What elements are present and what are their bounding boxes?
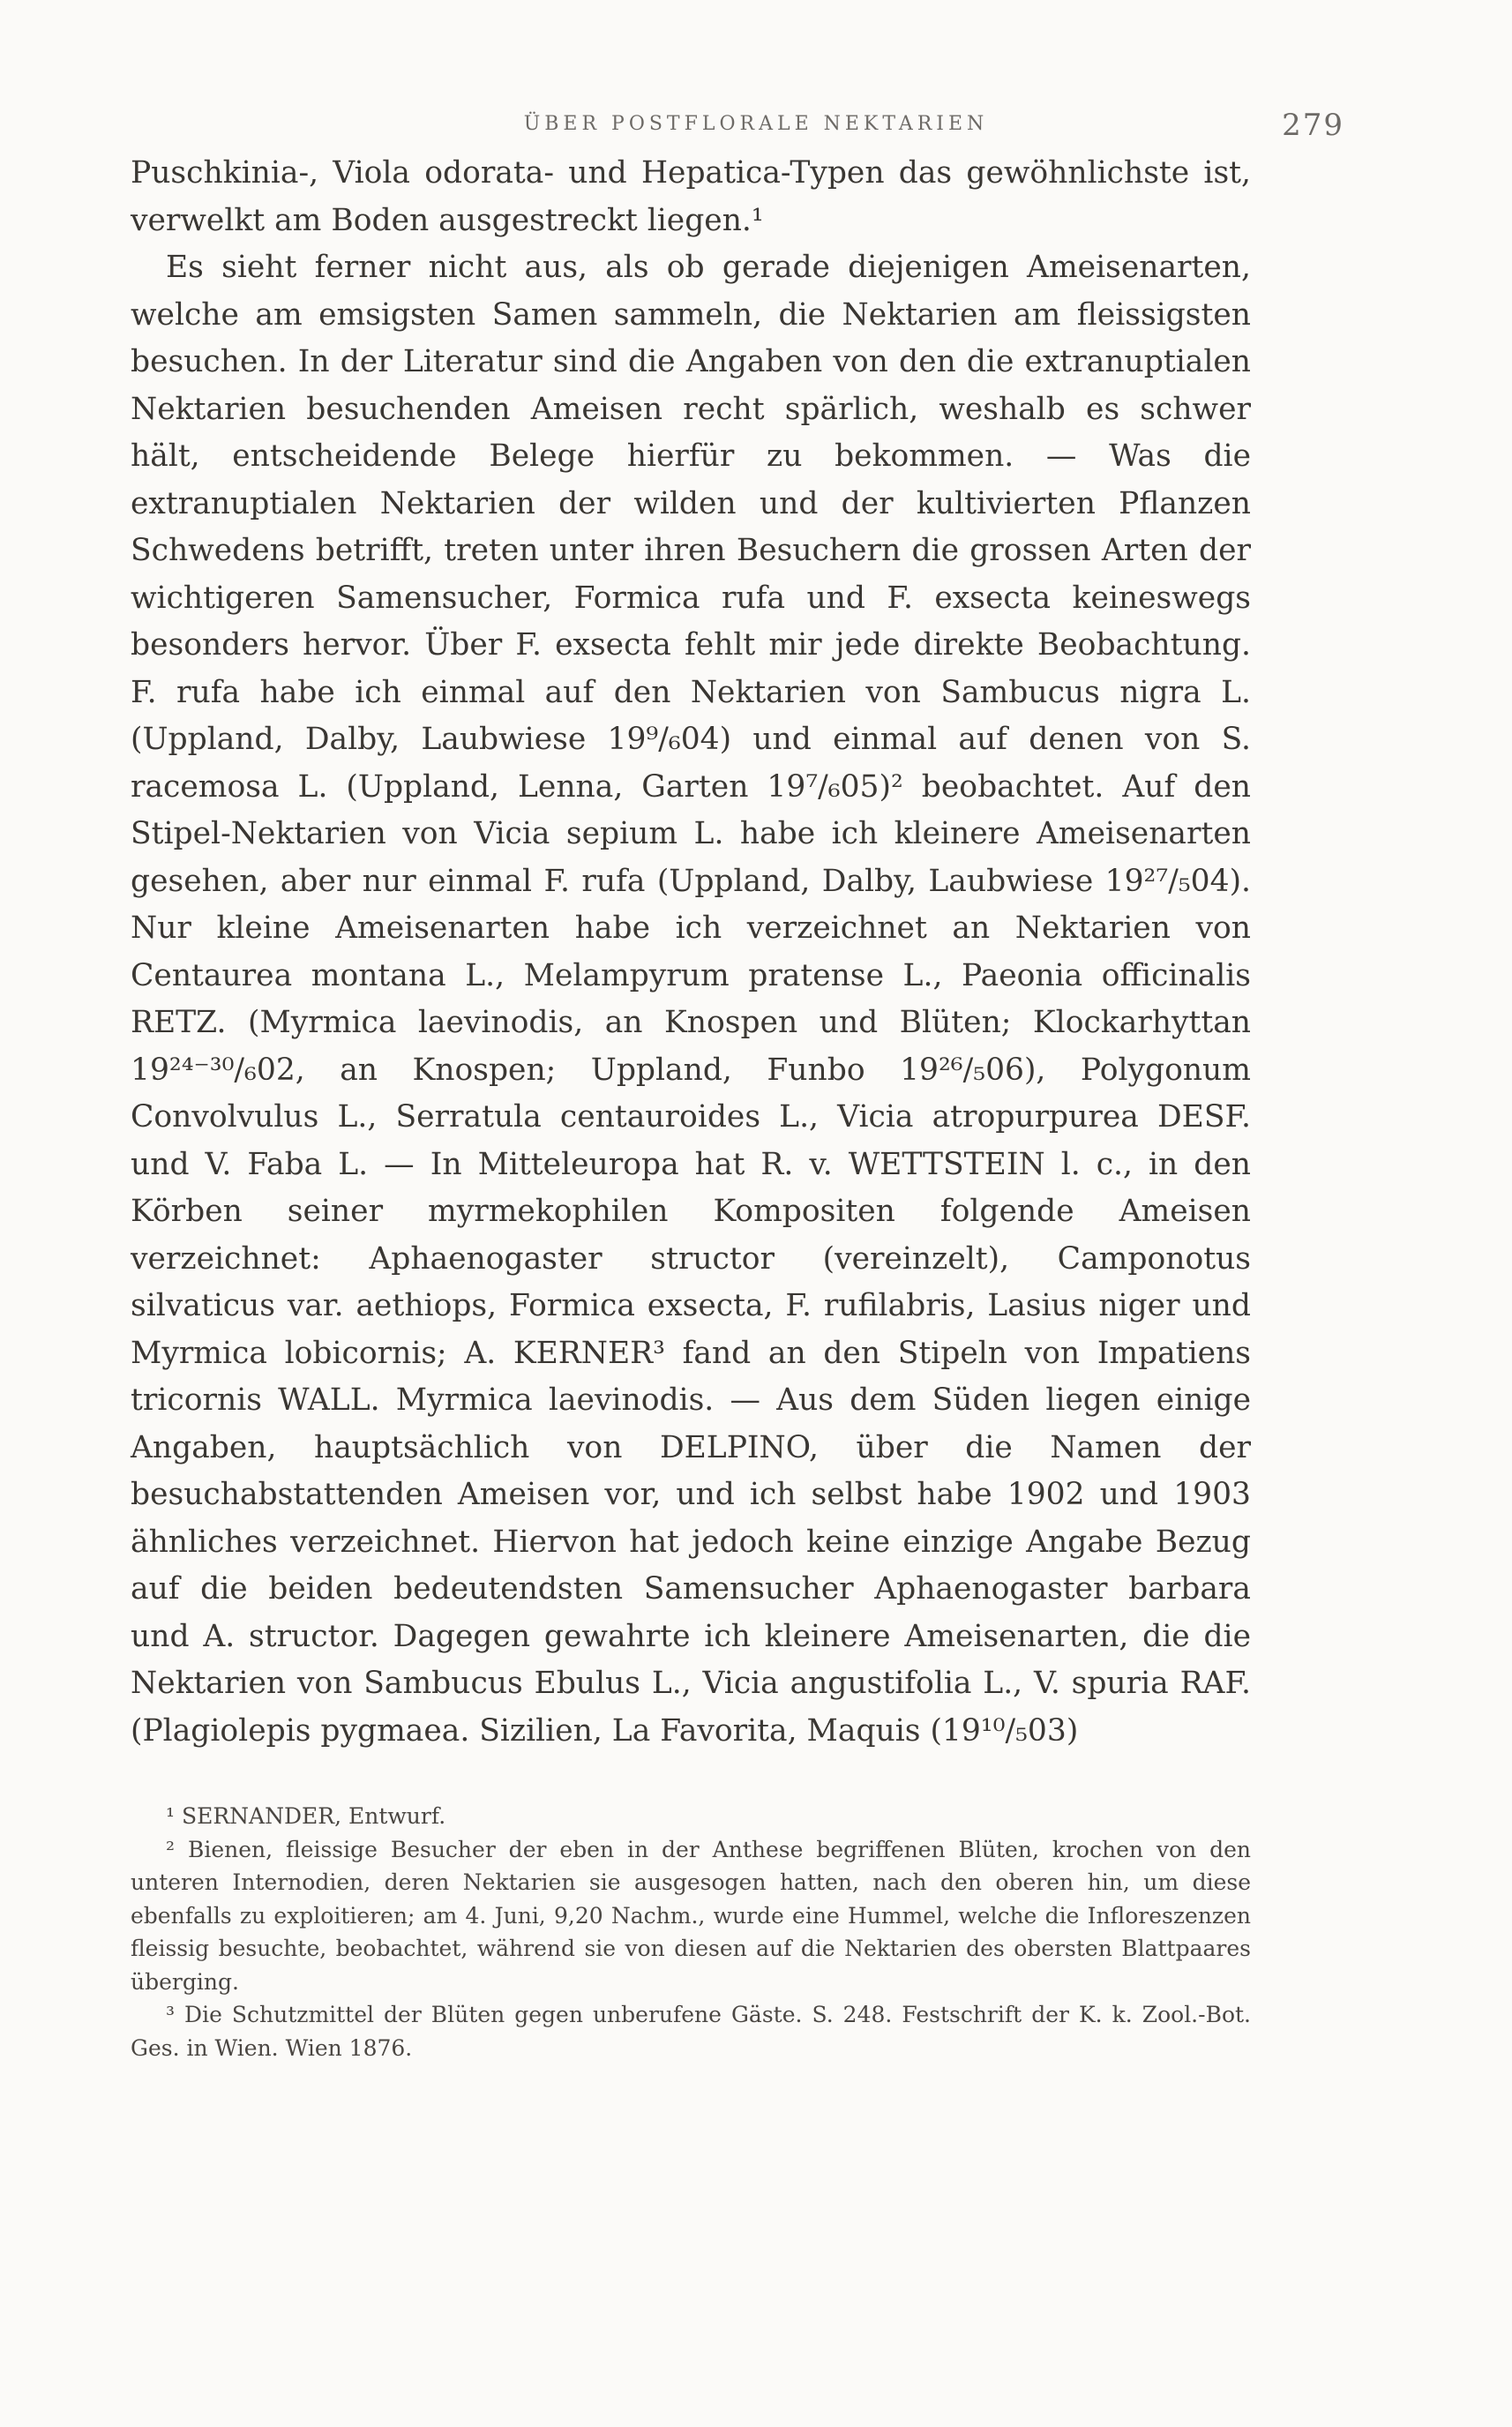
footnote-2: ² Bienen, fleissige Besucher der eben in der Anthese begriffenen Blüten, krochen von den unteren Internodien, deren Nektarien sie ausgesogen hatten, nach den oberen hin, um diese ebenfalls zu exploitieren; am 4. Juni, 9,20 Nachm., wurde eine Hummel, welche die Infloreszenzen fleissig besuchte, beobachtet, während sie von diesen auf die Nektarien des obersten Blattpaares überging. (131, 1836, 1251, 1995)
main-text (131, 150, 1251, 1755)
paragraph: Es sieht ferner nicht aus, als ob gerade diejenigen Ameisenarten, welche am emsigsten Samen sammeln, die Nektarien am fleissigsten besuchen. In der Literatur sind die Angaben von den die extranuptialen Nektarien besuchenden Ameisen recht spärlich, weshalb es schwer hält, entscheidende Belege hierfür zu bekommen. — Was die extranuptialen Nektarien der wilden und der kultivierten Pflanzen Schwedens betrifft, treten unter ihren Besuchern die grossen Arten der wichtigeren Samensucher, Formica rufa und F. exsecta keineswegs besonders hervor. Über F. exsecta fehlt mir jede direkte Beobachtung. F. rufa habe ich einmal auf den Nektarien von Sambucus nigra L. (Uppland, Dalby, Laubwiese 19⁹/₆04) und einmal auf denen von S. racemosa L. (Uppland, Lenna, Garten 19⁷/₆05)² beobachtet. Auf den Stipel-Nektarien von Vicia sepium L. habe ich kleinere Ameisenarten gesehen, aber nur einmal F. rufa (Uppland, Dalby, Laubwiese 19²⁷/₅04). Nur kleine Ameisenarten habe ich verzeichnet an Nektarien von Centaurea montana L., Melampyrum pratense L., Paeonia officinalis RETZ. (Myrmica laevinodis, an Knospen und Blüten; Klockarhyttan 19²⁴⁻³⁰/₆02, an Knospen; Uppland, Funbo 19²⁶/₅06), Polygonum Convolvulus L., Serratula centauroides L., Vicia atropurpurea DESF. und V. Faba L. — In Mitteleuropa hat R. v. WETTSTEIN l. c., in den Körben seiner myrmekophilen Kompositen folgende Ameisen verzeichnet: Aphaenogaster structor (vereinzelt), Camponotus silvaticus var. aethiops, Formica exsecta, F. rufilabris, Lasius niger und Myrmica lobicornis; A. KERNER³ fand an den Stipeln von Impatiens tricornis WALL. Myrmica laevinodis. — Aus dem Süden liegen einige Angaben, hauptsächlich von DELPINO, über die Namen der besuchabstattenden Ameisen vor, und ich selbst habe 1902 und 1903 ähnliches verzeichnet. Hiervon hat jedoch keine einzige Angabe Bezug auf die beiden bedeutendsten Samensucher Aphaenogaster barbara und A. structor. Dagegen gewahrte ich kleinere Ameisenarten, die die Nektarien von Sambucus Ebulus L., Vicia angustifolia L., V. spuria RAF. (Plagiolepis pygmaea. Sizilien, La Favorita, Maquis (19¹⁰/₅03) (131, 250, 1251, 1749)
running-title: ÜBER POSTFLORALE NEKTARIEN (523, 113, 989, 135)
page-number: 279 (1282, 108, 1344, 143)
paragraph-continuation: Puschkinia-, Viola odorata- und Hepatica-Typen das gewöhnlichste ist, verwelkt am Boden ausgestreckt liegen.¹ (131, 155, 1251, 238)
footnote-3: ³ Die Schutzmittel der Blüten gegen unberufene Gäste. S. 248. Festschrift der K. k. Zool.-Bot. Ges. in Wien. Wien 1876. (131, 2002, 1251, 2061)
footnotes (131, 1800, 1251, 2064)
running-head (168, 108, 1344, 148)
footnote-1: ¹ SERNANDER, Entwurf. (166, 1803, 446, 1829)
